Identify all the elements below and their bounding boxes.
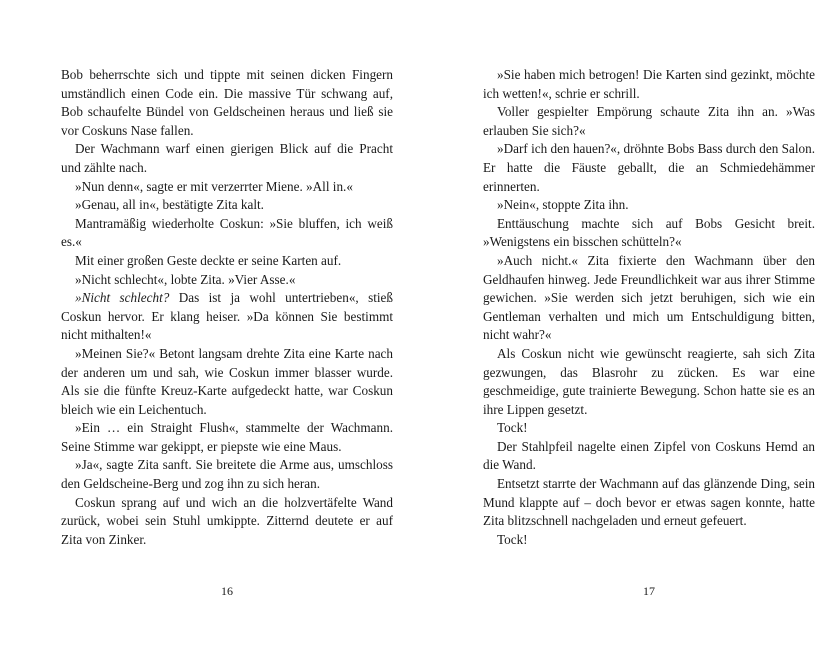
paragraph-with-italic (61, 289, 393, 345)
paragraph: Enttäuschung machte sich auf Bobs Gesicht breit. »Wenigstens ein bisschen schütteln?« (483, 215, 815, 250)
paragraph: »Auch nicht.« Zita fixierte den Wachmann über den Geldhaufen hinweg. Jede Freundlichkeit war aus ihrer Stimme gewichen. »Sie werden sich jetzt beruhigen, sich wie ein Gentleman verhalten und mich um Entschuldigung bitten, nicht wahr?« (483, 252, 815, 343)
paragraph: »Sie haben mich betrogen! Die Karten sind gezinkt, möchte ich wetten!«, schrie er schrill. (483, 67, 815, 101)
paragraph: Coskun sprang auf und wich an die holzvertäfelte Wand zurück, wobei sein Stuhl umkippte. Zitternd deutete er auf Zita von Zinker. (61, 494, 393, 547)
paragraph: »Darf ich den hauen?«, dröhnte Bobs Bass durch den Salon. Er hatte die Fäuste geballt, die an Schmiedehämmer erinnerten. (483, 141, 815, 194)
paragraph: »Genau, all in«, bestätigte Zita kalt. (75, 197, 264, 213)
paragraph: Mit einer großen Geste deckte er seine Karten auf. (75, 252, 342, 268)
paragraph: »Nicht schlecht«, lobte Zita. »Vier Asse.« (75, 271, 296, 287)
paragraph: Voller gespielter Empörung schaute Zita ihn an. »Was erlauben Sie sich?« (483, 104, 815, 138)
paragraph: Mantramäßig wiederholte Coskun: »Sie bluffen, ich weiß es.« (61, 215, 393, 250)
paragraph: Der Wachmann warf einen gierigen Blick auf die Pracht und zählte nach. (61, 141, 393, 175)
paragraph: »Nun denn«, sagte er mit verzerrter Miene. »All in.« (75, 178, 353, 194)
paragraph: Bob beherrschte sich und tippte mit seinen dicken Fingern umständlich einen Code ein. Die massive Tür schwang auf, Bob schaufelte Bündel von Geldscheinen heraus und ließ sie vor Coskuns Nase fallen. (61, 67, 393, 138)
paragraph: Entsetzt starrte der Wachmann auf das glänzende Ding, sein Mund klappte auf – doch bevor er etwas sagen konnte, hatte Zita blitzschnell nachgeladen und erneut gefeuert. (483, 476, 815, 529)
page-number-left: 16 (221, 584, 233, 598)
paragraph: Tock! (497, 420, 528, 436)
paragraph-rest: Das ist ja wohl untertrieben«, stieß Coskun hervor. Er klang heiser. »Da können Sie bestimmt nicht mithalten!« (61, 290, 394, 343)
right-page (483, 66, 815, 549)
paragraph: »Ein … ein Straight Flush«, stammelte der Wachmann. Seine Stimme war gekippt, er piepste wie eine Maus. (61, 420, 393, 454)
page-number-right: 17 (643, 584, 655, 598)
paragraph: »Nein«, stoppte Zita ihn. (497, 197, 629, 213)
paragraph: Der Stahlpfeil nagelte einen Zipfel von Coskuns Hemd an die Wand. (483, 438, 815, 473)
paragraph: Als Coskun nicht wie gewünscht reagierte, sah sich Zita gezwungen, das Blasrohr zu zücken. Es war eine geschmeidige, gute trainierte Bewegung. Schon hatte sie es an ihre Lippen gesetzt. (483, 345, 815, 417)
italic-quote: »Nicht schlecht? (75, 290, 170, 306)
paragraph: »Meinen Sie?« Betont langsam drehte Zita eine Karte nach der anderen um und sah, wie Coskun immer blasser wurde. Als sie die fünfte Kreuz-Karte aufgedeckt hatte, war Coskun bleich wie ein Leichentuch. (61, 345, 393, 417)
paragraph: »Ja«, sagte Zita sanft. Sie breitete die Arme aus, umschloss den Geldscheine-Berg und zog ihn zu sich heran. (61, 457, 393, 492)
paragraph: Tock! (497, 531, 528, 547)
left-page (61, 66, 393, 549)
